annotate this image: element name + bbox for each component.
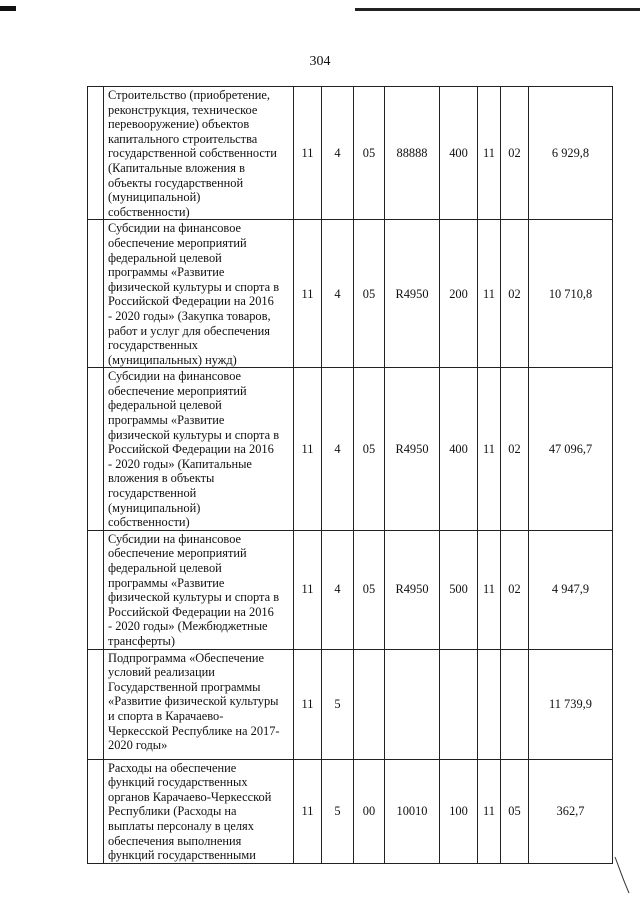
section-code-cell: 11 (294, 649, 322, 759)
scan-top-rule (355, 8, 640, 11)
chapter-code-cell: 11 (478, 530, 501, 649)
program-code-cell: 05 (354, 530, 385, 649)
table-row (88, 87, 613, 220)
amount-cell: 362,7 (529, 759, 613, 863)
description-line: органов Карачаево-Черкесской (108, 789, 272, 804)
expense-type-cell: 200 (440, 220, 478, 368)
page-number: 304 (309, 54, 331, 69)
description-line: (муниципальной) (108, 190, 201, 205)
blank-cell (88, 220, 104, 368)
description-line: программы «Развитие (108, 575, 225, 590)
subsection-code-cell: 4 (322, 368, 354, 531)
subchapter-code-cell: 02 (501, 368, 529, 531)
description-line: обеспечение мероприятий (108, 235, 247, 250)
program-code-cell: 00 (354, 759, 385, 863)
target-article-cell: R4950 (385, 530, 440, 649)
description-line: Субсидии на финансовое (108, 221, 242, 236)
chapter-code-cell: 11 (478, 759, 501, 863)
program-code-cell (354, 649, 385, 759)
blank-cell (88, 368, 104, 531)
expense-type-cell: 400 (440, 368, 478, 531)
description-line: - 2020 годы» (Закупка товаров, (108, 308, 271, 323)
description-line: государственных (108, 338, 199, 353)
description-cell (104, 220, 294, 368)
description-line: и спорта в Карачаево- (108, 708, 224, 723)
description-line: федеральной целевой (108, 561, 222, 575)
description-line: Субсидии на финансовое (108, 369, 242, 384)
description-line: Государственной программы (108, 679, 261, 694)
blank-cell (88, 87, 104, 220)
expense-type-cell (440, 649, 478, 759)
expense-type-cell: 400 (440, 87, 478, 220)
description-line: Подпрограмма «Обеспечение (108, 650, 264, 665)
description-cell (104, 649, 294, 759)
description-line: функций государственными (108, 848, 256, 863)
description-line: выплаты персоналу в целях (108, 818, 254, 833)
subchapter-code-cell: 05 (501, 759, 529, 863)
description-line: Республики (Расходы на (108, 804, 237, 819)
section-code-cell: 11 (294, 220, 322, 368)
subchapter-code-cell: 02 (501, 220, 529, 368)
target-article-cell: R4950 (385, 220, 440, 368)
description-line: - 2020 годы» (Капитальные (108, 456, 252, 471)
description-line: государственной (108, 486, 197, 501)
budget-table (87, 86, 613, 864)
description-line: программы «Развитие (108, 413, 225, 428)
description-line: государственной собственности (108, 146, 277, 161)
description-line: (муниципальных) нужд) (108, 352, 237, 367)
subchapter-code-cell (501, 649, 529, 759)
budget-table-body (88, 87, 613, 864)
target-article-cell: R4950 (385, 368, 440, 531)
scan-edge-mark (0, 6, 16, 11)
chapter-code-cell (478, 649, 501, 759)
amount-cell: 4 947,9 (529, 530, 613, 649)
section-code-cell: 11 (294, 759, 322, 863)
description-line: реконструкция, техническое (108, 102, 258, 117)
description-line: Субсидии на финансовое (108, 531, 242, 546)
amount-cell: 47 096,7 (529, 368, 613, 531)
description-line: трансферты) (108, 633, 175, 648)
target-article-cell: 10010 (385, 759, 440, 863)
section-code-cell: 11 (294, 87, 322, 220)
description-line: работ и услуг для обеспечения (108, 323, 270, 338)
table-row (88, 368, 613, 531)
description-line: вложения в объекты (108, 471, 215, 486)
amount-cell: 6 929,8 (529, 87, 613, 220)
description-line: Российской Федерации на 2016 (108, 604, 274, 619)
description-cell (104, 530, 294, 649)
target-article-cell (385, 649, 440, 759)
description-line: федеральной целевой (108, 250, 222, 265)
description-line: Российской Федерации на 2016 (108, 294, 274, 309)
description-line: 2020 годы» (108, 738, 168, 753)
description-line: собственности) (108, 204, 190, 219)
pen-mark (613, 855, 633, 895)
subsection-code-cell: 5 (322, 649, 354, 759)
description-cell (104, 368, 294, 531)
program-code-cell: 05 (354, 220, 385, 368)
description-line: перевооружение) объектов (108, 117, 250, 132)
expense-type-cell: 500 (440, 530, 478, 649)
subsection-code-cell: 4 (322, 220, 354, 368)
blank-cell (88, 649, 104, 759)
program-code-cell: 05 (354, 368, 385, 531)
subsection-code-cell: 5 (322, 759, 354, 863)
description-line: физической культуры и спорта в (108, 279, 280, 294)
description-line: собственности) (108, 515, 190, 530)
description-line: физической культуры и спорта в (108, 590, 280, 605)
description-line: условий реализации (108, 665, 215, 680)
subchapter-code-cell: 02 (501, 530, 529, 649)
description-line: (муниципальной) (108, 500, 201, 515)
description-line: физической культуры и спорта в (108, 427, 280, 442)
description-line: Черкесской Республике на 2017- (108, 723, 280, 738)
chapter-code-cell: 11 (478, 368, 501, 531)
blank-cell (88, 530, 104, 649)
description-cell (104, 87, 294, 220)
table-row (88, 759, 613, 863)
blank-cell (88, 759, 104, 863)
description-line: «Развитие физической культуры (108, 694, 279, 709)
description-line: - 2020 годы» (Межбюджетные (108, 619, 268, 634)
section-code-cell: 11 (294, 530, 322, 649)
description-line: капитального строительства (108, 131, 258, 146)
table-row (88, 530, 613, 649)
description-line: обеспечение мероприятий (108, 383, 247, 398)
description-line: федеральной целевой (108, 398, 222, 413)
amount-cell: 11 739,9 (529, 649, 613, 759)
description-line: обеспечение мероприятий (108, 546, 247, 561)
description-line: Строительство (приобретение, (108, 88, 270, 102)
subchapter-code-cell: 02 (501, 87, 529, 220)
chapter-code-cell: 11 (478, 87, 501, 220)
description-line: функций государственных (108, 775, 248, 790)
description-line: программы «Развитие (108, 265, 225, 280)
description-line: объекты государственной (108, 175, 244, 190)
amount-cell: 10 710,8 (529, 220, 613, 368)
chapter-code-cell: 11 (478, 220, 501, 368)
expense-type-cell: 100 (440, 759, 478, 863)
description-line: Российской Федерации на 2016 (108, 442, 274, 457)
table-row (88, 220, 613, 368)
description-line: Расходы на обеспечение (108, 760, 237, 775)
target-article-cell: 88888 (385, 87, 440, 220)
description-line: обеспечения выполнения (108, 833, 242, 848)
subsection-code-cell: 4 (322, 530, 354, 649)
section-code-cell: 11 (294, 368, 322, 531)
subsection-code-cell: 4 (322, 87, 354, 220)
description-cell (104, 759, 294, 863)
program-code-cell: 05 (354, 87, 385, 220)
table-row (88, 649, 613, 759)
description-line: (Капитальные вложения в (108, 160, 245, 175)
